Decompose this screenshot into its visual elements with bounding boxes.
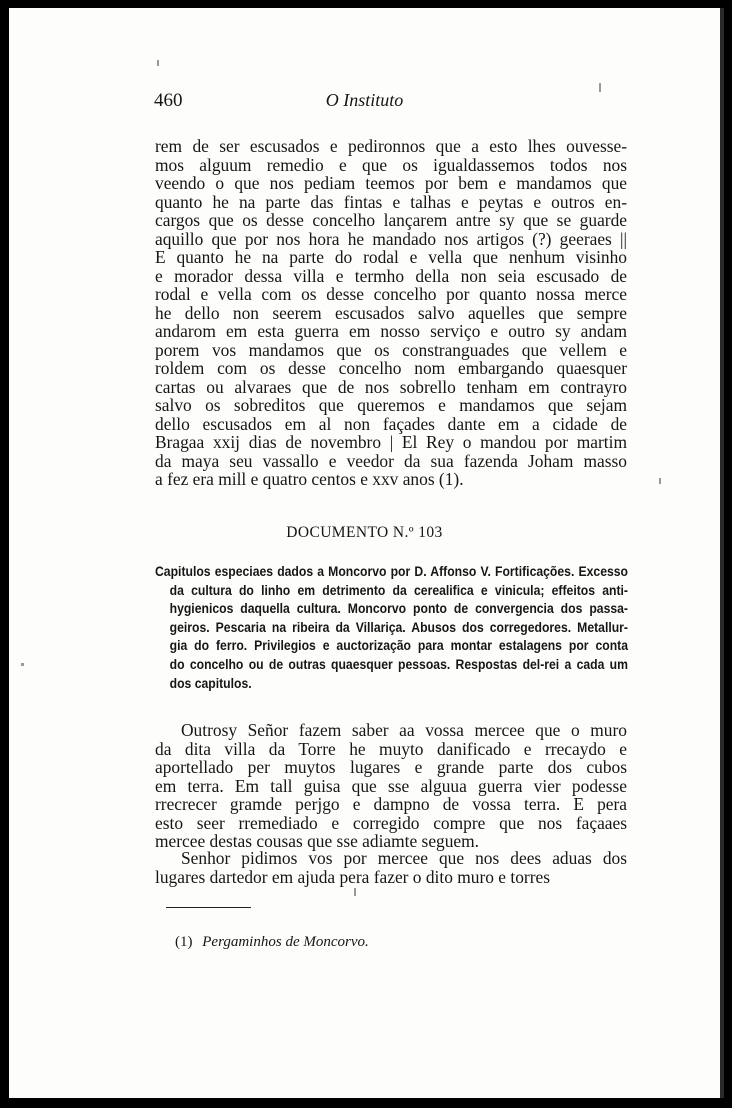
text-line: veendo o que nos pediam teemos por bem e mandamos que	[155, 173, 627, 193]
footnote-number: (1)	[175, 934, 193, 950]
text-line: geiros. Pescaria na ribeira da Villariça. Abusos dos corregedores. Metallur-	[169, 619, 628, 636]
text-line: aportellado per muytos lugares e grande parte dos cubos	[155, 757, 627, 777]
page-header	[9, 90, 720, 114]
text-line: a fez era mill e quatro centos e xxv anos (1).	[155, 469, 464, 489]
text-line: rodal e vella com os desse concelho por quanto nossa merce	[155, 284, 627, 304]
book-page	[9, 8, 724, 1098]
running-title: O Instituto	[325, 90, 404, 110]
paragraph-senhor	[155, 849, 627, 886]
text-line: da cultura do linho em detrimento da cerealifica e vinicula; effeitos anti-	[169, 582, 628, 599]
text-line: quanto he na parte das fintas e talhas e peytas e outros en-	[155, 191, 627, 212]
document-heading: DOCUMENTO N.º 103	[286, 524, 443, 541]
text-line: rem de ser escusados e pedironnos que a esto lhes ouvesse-	[155, 136, 627, 156]
text-line: porem vos mandamos que os constranguades que vellem e	[155, 339, 627, 360]
print-speck	[599, 83, 601, 92]
text-line: rrecrecer gramde perjgo e dampno de vossa terra. E pera	[155, 794, 627, 814]
text-line: gia do ferro. Privilegios e auctorização para montar estalagens por conta	[169, 638, 628, 655]
text-line: lugares dartedor em ajuda pera fazer o dito muro e torres	[155, 866, 550, 887]
footnote-text: Pergaminhos de Moncorvo.	[202, 934, 369, 950]
footnote	[175, 934, 369, 951]
text-line: Capitulos especiaes dados a Moncorvo por D. Affonso V. Fortificações. Excesso	[155, 564, 628, 580]
footnote-rule	[166, 907, 251, 908]
print-speck	[354, 888, 356, 896]
paragraph-continued	[155, 137, 627, 489]
document-summary	[155, 563, 628, 693]
text-line: andarom em esta guerra em nosso serviço e outro sy andam	[155, 321, 627, 341]
text-line: hygienicos daquella cultura. Moncorvo ponto de convergencia dos passa-	[169, 601, 628, 618]
text-line: do concelho ou de outras quaesquer pessoas. Respostas del-rei a cada um	[169, 656, 628, 673]
text-line: roldem com os desse concelho nom embargando quaesquer	[155, 358, 627, 378]
text-line: mercee destas cousas que sse adiamte seguem.	[155, 831, 480, 851]
text-line: da dita villa da Torre he muyto danificado e rrecaydo e	[155, 738, 627, 759]
text-line: cargos que os desse concelho lançarem antre sy que se guarde	[155, 210, 627, 230]
text-line: mos alguum remedio e que os igualdassemos todos nos	[155, 154, 627, 175]
text-line: em terra. Em tall guisa que sse alguua guerra vier podesse	[155, 775, 627, 796]
text-line: Bragaa xxij dias de novembro | El Rey o mandou por martim	[155, 432, 627, 452]
text-line: da maya seu vassallo e veedor da sua fazenda Joham masso	[155, 450, 627, 471]
text-line: E quanto he na parte do rodal e vella que nenhum visinho	[155, 247, 627, 267]
print-speck	[659, 478, 661, 484]
text-line: Outrosy Señor fazem saber aa vossa mercee que o muro	[181, 720, 627, 740]
text-line: he dello non seerem escusados salvo aquelles que sempre	[155, 302, 627, 323]
print-speck	[21, 663, 24, 666]
text-line: aquillo que por nos hora he mandado nos artigos (?) geeraes ||	[155, 228, 627, 249]
text-line: e morador dessa villa e termho della non seia escusado de	[155, 265, 627, 286]
text-line: dello escusados em al non façades dante em a cidade de	[155, 413, 627, 434]
text-line: cartas ou alvaraes que de nos sobrello tenham em contrayro	[155, 376, 627, 397]
text-line: Senhor pidimos vos por mercee que nos dees aduas dos	[181, 848, 627, 868]
page-number: 460	[154, 90, 183, 111]
print-speck	[157, 60, 159, 66]
paragraph-outrosy	[155, 721, 627, 851]
text-line: dos capitulos.	[169, 675, 252, 692]
text-line: salvo os sobreditos que queremos e mandamos que sejam	[155, 395, 627, 415]
text-line: esto seer rremediado e corregido compre que nos façaaes	[155, 812, 627, 833]
